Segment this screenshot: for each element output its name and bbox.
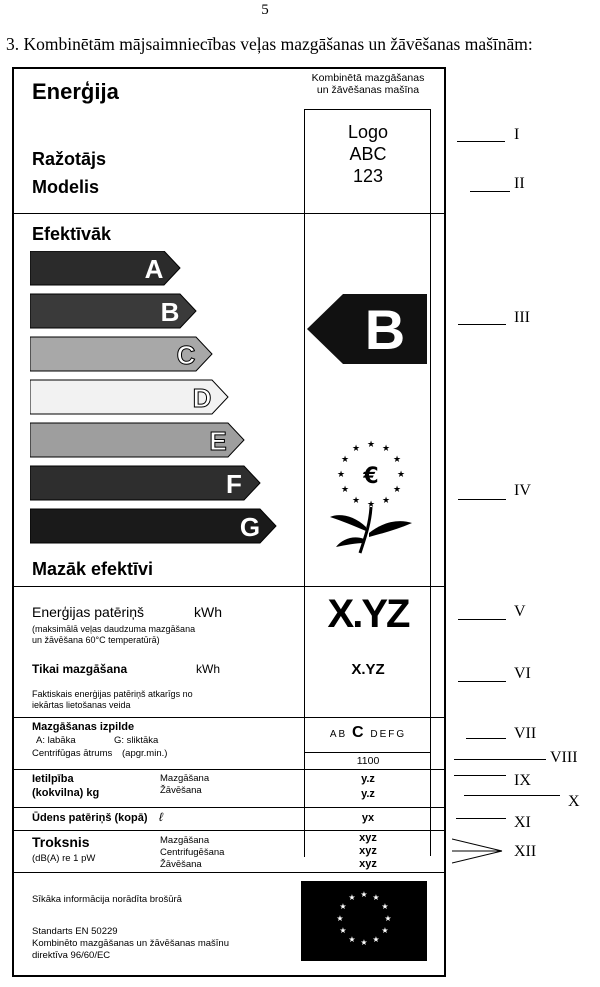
ecolabel-flower-icon: [326, 435, 416, 555]
callout-4: IV: [514, 482, 531, 499]
page-number: 5: [261, 2, 269, 18]
svg-text:★: ★: [340, 455, 350, 465]
noise-wash-value: xyz: [359, 832, 377, 844]
svg-text:★: ★: [336, 914, 344, 923]
wash-only-value: X.YZ: [351, 661, 385, 678]
energy-consumption-note-1: (maksimālā veļas daudzuma mazgāšana: [32, 624, 196, 634]
manufacturer-label: Ražotājs: [32, 149, 107, 169]
model-number: 123: [352, 166, 384, 186]
capacity-label-1: Ietilpība: [32, 773, 74, 785]
divider-energy: [14, 717, 444, 718]
wash-only-unit: kWh: [196, 662, 220, 676]
callout-line-7: [466, 738, 506, 739]
more-efficient-label: Efektīvāk: [32, 224, 112, 244]
brand-text: ABC: [349, 144, 387, 164]
standard-text: Standarts EN 50229: [32, 926, 118, 937]
svg-text:★: ★: [381, 902, 389, 911]
svg-text:★: ★: [381, 496, 391, 506]
callout-line-8: [454, 759, 546, 760]
spin-speed-unit: (apgr.min.): [122, 748, 168, 759]
svg-text:★: ★: [339, 902, 347, 911]
wash-performance-scale: [305, 724, 431, 742]
svg-text:★: ★: [384, 914, 392, 923]
class-letter-b: B: [160, 297, 180, 327]
noise-unit: (dB(A) re 1 pW: [32, 853, 96, 864]
callout-6: VI: [514, 665, 531, 682]
callout-8: VIII: [550, 749, 578, 766]
svg-text:★: ★: [366, 500, 376, 510]
svg-text:★: ★: [381, 444, 391, 454]
callout-2: II: [514, 175, 525, 192]
wash-performance-worst: G: sliktāka: [114, 735, 159, 746]
callout-5: V: [514, 603, 526, 620]
callout-11: XI: [514, 814, 531, 831]
svg-text:★: ★: [340, 485, 350, 495]
ecolabel-letter: €: [363, 464, 379, 489]
svg-text:★: ★: [351, 444, 361, 454]
spin-speed-value: 1100: [356, 755, 380, 767]
class-letter-g: G: [239, 512, 261, 542]
callout-line-10: [464, 795, 560, 796]
capacity-dry-value: y.z: [361, 788, 375, 800]
svg-text:★: ★: [366, 440, 376, 450]
less-efficient-label: Mazāk efektīvi: [32, 559, 154, 579]
wash-performance-best: A: labāka: [36, 735, 76, 746]
noise-spin-label: Centrifugēšana: [160, 847, 225, 858]
logo-text: Logo: [347, 122, 389, 142]
divider-spin: [304, 752, 431, 753]
capacity-wash-label: Mazgāšana: [160, 773, 210, 784]
wash-scale-pre: AB: [329, 729, 348, 740]
energy-title: Enerģija: [32, 79, 119, 104]
water-consumption-label: Ūdens patēriņš (kopā): [32, 812, 148, 824]
callout-line-1: [457, 141, 505, 142]
directive-text-1: Kombinēto mazgāšanas un žāvēšanas mašīnu: [32, 938, 229, 949]
efficiency-scale: [30, 251, 300, 551]
callout-7: VII: [514, 725, 537, 742]
noise-dry-value: xyz: [359, 858, 377, 870]
class-letter-c: C: [176, 340, 196, 370]
svg-text:★: ★: [348, 935, 356, 944]
right-column-border: [430, 109, 431, 856]
actual-consumption-note-2: iekārtas lietošanas veida: [32, 700, 131, 710]
svg-text:★: ★: [339, 926, 347, 935]
callout-10: X: [568, 793, 580, 810]
divider-water: [14, 830, 444, 831]
energy-consumption-note-2: un žāvēšana 60°C temperatūrā): [32, 635, 160, 645]
document-heading: 3. Kombinētām mājsaimniecības veļas mazgāšanas un žāvēšanas mašīnām:: [6, 34, 533, 54]
callout-line-11: [456, 818, 506, 819]
rating-arrow: [307, 294, 427, 364]
noise-dry-label: Žāvēšana: [160, 859, 202, 870]
divider-header: [14, 213, 444, 214]
more-info-text: Sīkāka informācija norādīta brošūrā: [32, 894, 182, 905]
callout-line-9: [454, 775, 506, 776]
svg-text:★: ★: [360, 938, 368, 947]
noise-wash-label: Mazgāšana: [160, 835, 210, 846]
callout-line-4: [458, 499, 506, 500]
wash-only-label: Tikai mazgāšana: [32, 662, 128, 676]
divider-noise: [14, 872, 444, 873]
callout-line-5: [458, 619, 506, 620]
class-letter-e: E: [209, 426, 227, 456]
callout-line-2: [470, 191, 510, 192]
svg-text:★: ★: [348, 893, 356, 902]
wash-scale-post: DEFG: [370, 729, 407, 740]
capacity-label-2: (kokvilna) kg: [32, 787, 100, 799]
model-label: Modelis: [32, 177, 100, 197]
class-letter-a: A: [144, 254, 164, 284]
divider-scale: [14, 586, 444, 587]
svg-text:★: ★: [372, 935, 380, 944]
wash-scale-mark: C: [352, 724, 366, 741]
spin-speed-label: Centrifūgas ātrums: [32, 748, 113, 759]
class-letter-d: D: [192, 383, 212, 413]
callout-line-6: [458, 681, 506, 682]
svg-text:★: ★: [396, 470, 406, 480]
callout-3: III: [514, 309, 530, 326]
water-consumption-value: yx: [361, 812, 375, 824]
svg-text:★: ★: [372, 893, 380, 902]
callout-12: XII: [514, 843, 537, 860]
callout-9: IX: [514, 772, 531, 789]
svg-text:★: ★: [351, 496, 361, 506]
appliance-type: Kombinētā mazgāšanas un žāvēšanas mašīna: [311, 72, 425, 96]
callout-line-12: [452, 837, 504, 865]
callout-line-3: [458, 324, 506, 325]
divider-wash-perf: [14, 769, 444, 770]
divider-capacity: [14, 807, 444, 808]
svg-text:★: ★: [360, 890, 368, 899]
callout-1: I: [514, 126, 520, 143]
class-letter-f: F: [226, 469, 242, 499]
right-column-top: [304, 109, 431, 110]
capacity-dry-label: Žāvēšana: [160, 785, 202, 796]
noise-label: Troksnis: [32, 834, 90, 850]
energy-consumption-unit: kWh: [194, 604, 222, 620]
noise-spin-value: xyz: [359, 845, 377, 857]
capacity-wash-value: y.z: [361, 773, 375, 785]
rating-letter: B: [364, 298, 406, 361]
actual-consumption-note-1: Faktiskais enerģijas patēriņš atkarīgs no: [32, 689, 193, 699]
wash-performance-label: Mazgāšanas izpilde: [32, 721, 135, 733]
svg-text:★: ★: [392, 485, 402, 495]
svg-text:★: ★: [381, 926, 389, 935]
right-column-divider: [304, 109, 305, 857]
svg-text:★: ★: [392, 455, 402, 465]
eu-flag-icon: [301, 881, 427, 961]
directive-text-2: direktīva 96/60/EC: [32, 950, 111, 961]
water-consumption-unit: ℓ: [159, 810, 163, 824]
energy-consumption-value: X.YZ: [327, 592, 409, 636]
energy-consumption-label: Enerģijas patēriņš: [32, 604, 145, 620]
svg-text:★: ★: [336, 470, 346, 480]
energy-label: [12, 67, 446, 977]
